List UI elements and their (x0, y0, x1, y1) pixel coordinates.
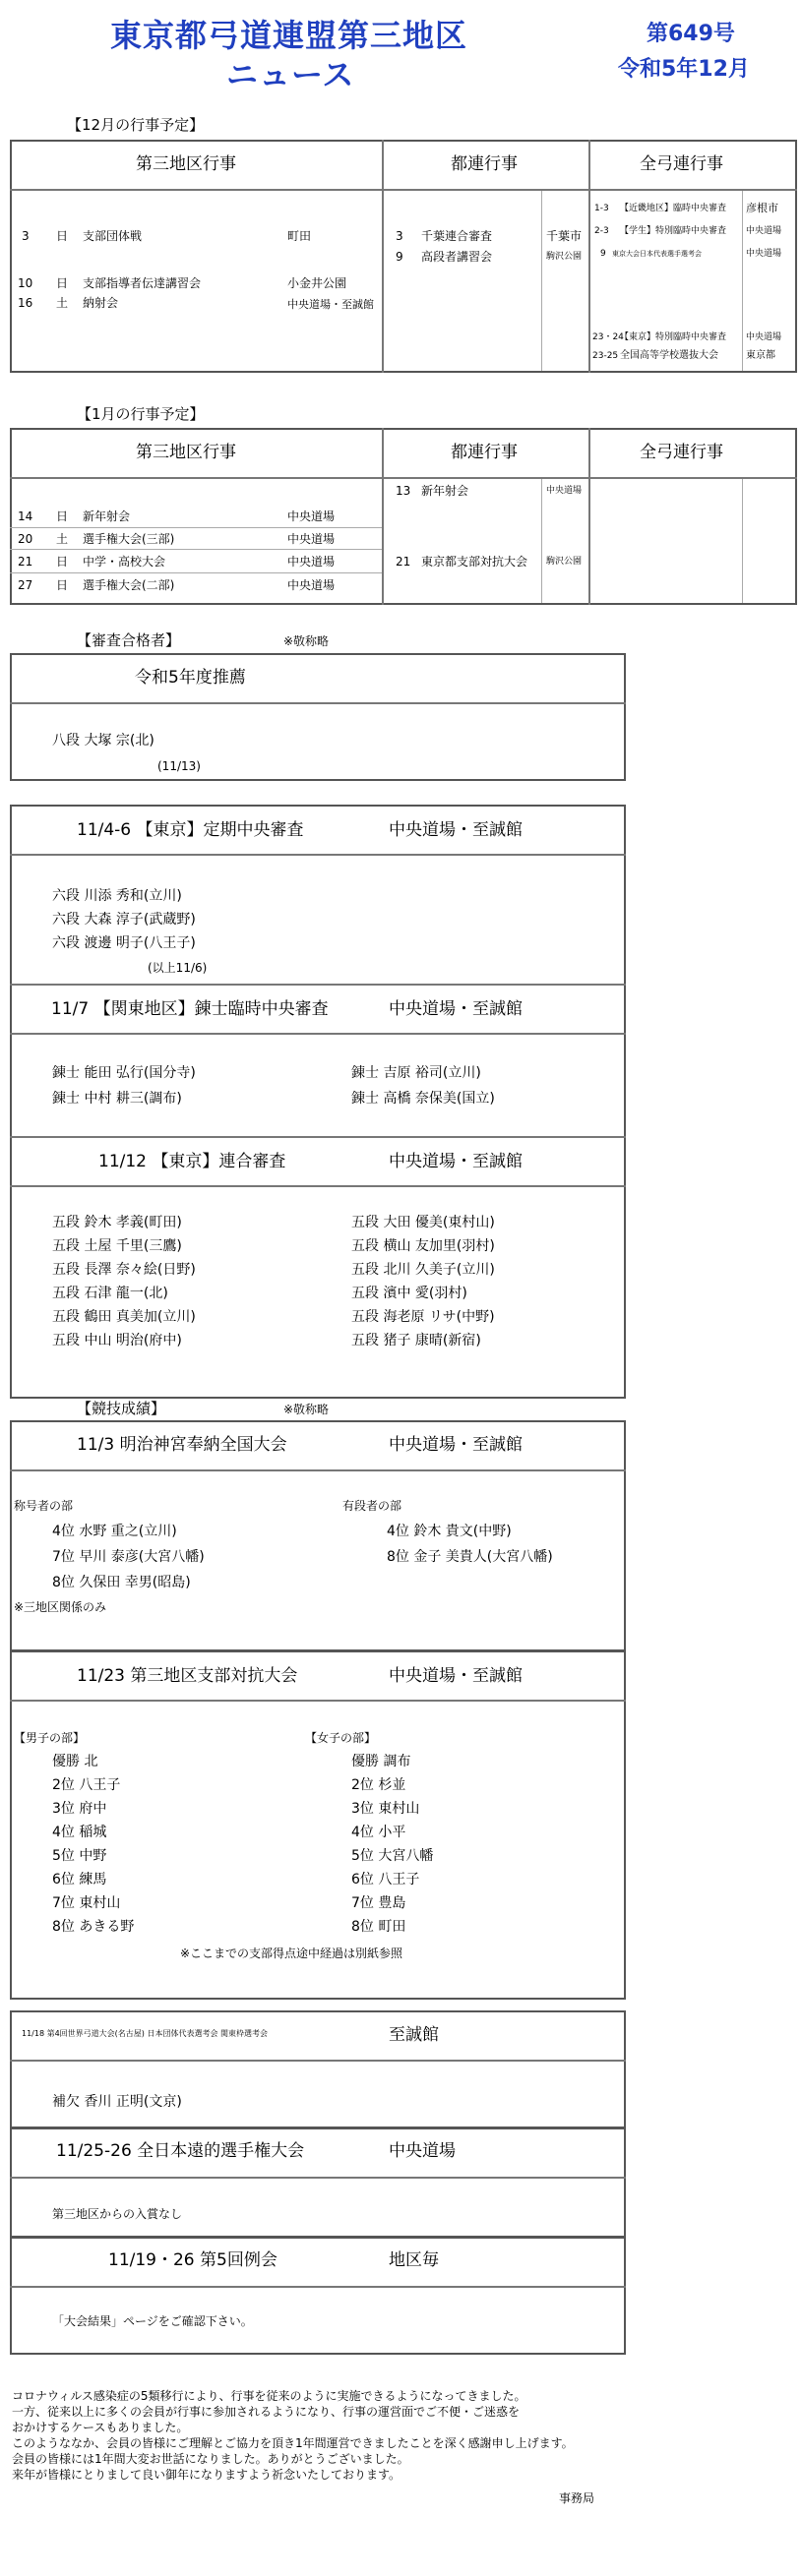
world-line: 補欠 香川 正明(文京) (52, 2094, 182, 2110)
dec-nat-day: 23・24 (592, 332, 624, 342)
jan-local-day: 27 (18, 578, 33, 592)
dec-metro-day: 9 (396, 250, 403, 264)
december-schedule-table (10, 140, 797, 373)
exam3-right: 五段 大田 優美(東村山) (351, 1215, 495, 1230)
meiji-left: 8位 久保田 幸男(昭島) (52, 1575, 191, 1590)
dec-local-day: 16 (18, 296, 33, 310)
title-line2: ニュース (226, 56, 355, 93)
meiji-title: 11/3 明治神宮奉納全国大会 (77, 1435, 287, 1455)
meiji-left-head: 称号者の部 (14, 1499, 74, 1513)
exam3-left: 五段 土屋 千里(三鷹) (52, 1238, 182, 1254)
title-line1: 東京都弓道連盟第三地区 (110, 17, 468, 54)
footer-line: コロナウィルス感染症の5類移行により、行事を従来のように実施できるようになってきました。 (12, 2389, 526, 2403)
taiko-men-head: 【男子の部】 (14, 1731, 86, 1745)
jan-local-name: 新年射会 (83, 509, 131, 523)
exam1-person: 六段 川添 秀和(立川) (52, 888, 182, 904)
exam2-title: 11/7 【関東地区】錬士臨時中央審査 (51, 999, 329, 1019)
taiko-women: 2位 杉並 (351, 1777, 406, 1793)
dec-local-wd: 日 (56, 276, 69, 290)
jan-metro-name: 新年射会 (421, 484, 469, 498)
jan-local-name: 選手権大会(三部) (83, 532, 175, 546)
enteki-venue: 中央道場 (389, 2141, 456, 2161)
jan-local-place: 中央道場 (287, 532, 336, 546)
footer-line: おかけするケースもありました。 (12, 2421, 189, 2434)
jan-local-day: 14 (18, 509, 33, 523)
suisen-line: 八段 大塚 宗(北) (52, 733, 154, 749)
enteki-line: 第三地区からの入賞なし (52, 2207, 183, 2221)
exam3-title: 11/12 【東京】連合審査 (98, 1152, 286, 1171)
jan-metro-place: 中央道場 (546, 486, 583, 496)
meiji-right: 4位 鈴木 貴文(中野) (387, 1524, 512, 1539)
dec-nat-place: 中央道場 (746, 249, 782, 259)
exam-section-title: 【審査合格者】 (77, 631, 181, 649)
footer-sign: 事務局 (559, 2491, 595, 2505)
january-col-local: 第三地区行事 (136, 443, 236, 462)
jan-local-day: 20 (18, 532, 33, 546)
dec-nat-place: 中央道場 (746, 332, 782, 342)
jan-local-place: 中央道場 (287, 578, 336, 592)
footer-line: 一方、従来以上に多くの会員が行事に参加されるようになり、行事の運営面でご不便・ご迷惑を (12, 2405, 521, 2419)
jan-local-wd: 土 (56, 532, 69, 546)
exam1-person: 六段 渡邊 明子(八王子) (52, 935, 196, 951)
exam1-venue: 中央道場・至誠館 (389, 820, 523, 840)
jan-local-day: 21 (18, 555, 33, 569)
jan-local-wd: 日 (56, 555, 69, 569)
issue-date: 令和5年12月 (618, 57, 750, 82)
suisen-date: (11/13) (157, 759, 201, 773)
issue-number: 第649号 (647, 22, 735, 46)
reikai-title: 11/19・26 第5回例会 (108, 2250, 278, 2270)
taiko-women: 8位 町田 (351, 1919, 406, 1935)
dec-nat-day: 9 (600, 249, 606, 259)
january-col-metro: 都連行事 (451, 443, 518, 462)
reikai-venue: 地区毎 (389, 2250, 439, 2270)
dec-metro-place: 駒沢公園 (546, 252, 583, 262)
dec-nat-place: 東京都 (746, 350, 775, 361)
jan-local-name: 中学・高校大会 (83, 555, 166, 569)
taiko-title: 11/23 第三地区支部対抗大会 (77, 1666, 298, 1686)
dec-nat-day: 23-25 (592, 351, 619, 361)
exam-note: ※敬称略 (283, 634, 330, 648)
exam3-left: 五段 長澤 奈々絵(日野) (52, 1262, 196, 1278)
exam1-note: (以上11/6) (148, 961, 208, 975)
dec-nat-name: 【学生】特別臨時中央審査 (620, 226, 727, 236)
exam3-venue: 中央道場・至誠館 (389, 1152, 523, 1171)
taiko-women: 3位 東村山 (351, 1801, 420, 1817)
taiko-men: 3位 府中 (52, 1801, 107, 1817)
december-col-national: 全弓連行事 (640, 154, 723, 174)
taiko-women: 7位 豊島 (351, 1895, 406, 1911)
dec-local-name: 納射会 (83, 296, 119, 310)
exam2-left: 錬士 能田 弘行(国分寺) (52, 1065, 196, 1081)
dec-nat-name: 【近畿地区】臨時中央審査 (620, 204, 727, 213)
exam1-person: 六段 大森 淳子(武蔵野) (52, 912, 196, 928)
dec-metro-day: 3 (396, 229, 403, 243)
exam1-title: 11/4-6 【東京】定期中央審査 (77, 820, 304, 840)
december-col-metro: 都連行事 (451, 154, 518, 174)
footer-line: 会員の皆様には1年間大変お世話になりました。ありがとうございました。 (12, 2452, 409, 2466)
exam3-left: 五段 中山 明治(府中) (52, 1333, 182, 1348)
taiko-women: 5位 大宮八幡 (351, 1848, 434, 1864)
meiji-foot: ※三地区関係のみ (14, 1600, 107, 1614)
exam3-left: 五段 鶴田 真美加(立川) (52, 1309, 196, 1325)
dec-local-name: 支部指導者伝達講習会 (83, 276, 202, 290)
taiko-men: 7位 東村山 (52, 1895, 121, 1911)
meiji-right: 8位 金子 美貴人(大宮八幡) (387, 1549, 553, 1565)
dec-local-place: 中央道場・至誠館 (287, 298, 374, 311)
jan-local-place: 中央道場 (287, 555, 336, 569)
taiko-women-head: 【女子の部】 (305, 1731, 377, 1745)
dec-local-place: 小金井公園 (287, 276, 347, 290)
taiko-women: 4位 小平 (351, 1825, 406, 1840)
exam2-right: 錬士 吉原 裕司(立川) (351, 1065, 481, 1081)
dec-local-day: 3 (22, 229, 30, 243)
exam3-right: 五段 海老原 リサ(中野) (351, 1309, 495, 1325)
footer-line: このようななか、会員の皆様にご理解とご協力を頂き1年間運営できましたことを深く感謝申し上げます。 (12, 2436, 574, 2450)
exam2-venue: 中央道場・至誠館 (389, 999, 523, 1019)
dec-nat-day: 1-3 (594, 204, 609, 213)
dec-metro-name: 千葉連合審査 (421, 229, 493, 243)
taiko-women: 6位 八王子 (351, 1872, 420, 1887)
december-col-local: 第三地区行事 (136, 154, 236, 174)
december-section-title: 【12月の行事予定】 (67, 116, 205, 134)
dec-local-name: 支部団体戦 (83, 229, 143, 243)
taiko-men: 2位 八王子 (52, 1777, 121, 1793)
exam3-right: 五段 横山 友加里(羽村) (351, 1238, 495, 1254)
exam3-right: 五段 濱中 愛(羽村) (351, 1286, 467, 1301)
taiko-women: 優勝 調布 (351, 1754, 411, 1769)
meiji-right-head: 有段者の部 (342, 1499, 402, 1513)
dec-metro-name: 高段者講習会 (421, 250, 493, 264)
jan-metro-name: 東京都支部対抗大会 (421, 555, 528, 569)
exam3-right: 五段 北川 久美子(立川) (351, 1262, 495, 1278)
dec-local-place: 町田 (287, 229, 312, 243)
meiji-left: 4位 水野 重之(立川) (52, 1524, 177, 1539)
dec-nat-name: 【東京】特別臨時中央審査 (620, 332, 727, 342)
jan-local-name: 選手権大会(二部) (83, 578, 175, 592)
footer-line: 来年が皆様にとりまして良い御年になりますよう祈念いたしております。 (12, 2468, 401, 2482)
taiko-men: 優勝 北 (52, 1754, 98, 1769)
dec-nat-place: 彦根市 (746, 202, 778, 214)
taiko-men: 4位 稲城 (52, 1825, 107, 1840)
results-section-title: 【競技成績】 (77, 1400, 166, 1417)
world-venue: 至誠館 (389, 2025, 439, 2045)
meiji-venue: 中央道場・至誠館 (389, 1435, 523, 1455)
world-title: 11/18 第4回世界弓道大会(名古屋) 日本団体代表選考会 関東枠選考会 (22, 2029, 269, 2038)
meiji-left: 7位 早川 泰彦(大宮八幡) (52, 1549, 205, 1565)
jan-local-wd: 日 (56, 578, 69, 592)
dec-local-day: 10 (18, 276, 33, 290)
taiko-men: 5位 中野 (52, 1848, 107, 1864)
dec-local-wd: 日 (56, 229, 69, 243)
jan-metro-day: 21 (396, 555, 411, 569)
january-schedule-table (10, 428, 797, 605)
dec-nat-place: 中央道場 (746, 226, 782, 236)
suisen-title: 令和5年度推薦 (135, 668, 246, 688)
reikai-line: 「大会結果」ページをご確認下さい。 (52, 2314, 253, 2328)
taiko-venue: 中央道場・至誠館 (389, 1666, 523, 1686)
jan-metro-day: 13 (396, 484, 411, 498)
jan-local-place: 中央道場 (287, 509, 336, 523)
taiko-foot: ※ここまでの支部得点途中経過は別紙参照 (180, 1947, 403, 1960)
dec-local-wd: 土 (56, 296, 69, 310)
world-box (10, 2010, 626, 2128)
january-section-title: 【1月の行事予定】 (77, 405, 205, 423)
exam2-left: 錬士 中村 耕三(調布) (52, 1091, 182, 1107)
dec-nat-name: 全国高等学校選抜大会 (620, 350, 718, 361)
jan-local-wd: 日 (56, 509, 69, 523)
taiko-men: 6位 練馬 (52, 1872, 107, 1887)
enteki-title: 11/25-26 全日本遠的選手権大会 (56, 2141, 305, 2161)
exam3-right: 五段 猪子 康晴(新宿) (351, 1333, 481, 1348)
dec-metro-place: 千葉市 (546, 229, 583, 243)
dec-nat-day: 2-3 (594, 226, 609, 236)
jan-metro-place: 駒沢公園 (546, 557, 583, 567)
results-note: ※敬称略 (283, 1403, 330, 1416)
suisen-box (10, 653, 626, 781)
exam3-left: 五段 石津 龍一(北) (52, 1286, 168, 1301)
exam2-right: 錬士 高橋 奈保美(国立) (351, 1091, 495, 1107)
reikai-box (10, 2237, 626, 2355)
january-col-national: 全弓連行事 (640, 443, 723, 462)
exam3-left: 五段 鈴木 孝義(町田) (52, 1215, 182, 1230)
taiko-men: 8位 あきる野 (52, 1919, 135, 1935)
dec-nat-name: 東京大会日本代表選手選考会 (612, 250, 702, 258)
